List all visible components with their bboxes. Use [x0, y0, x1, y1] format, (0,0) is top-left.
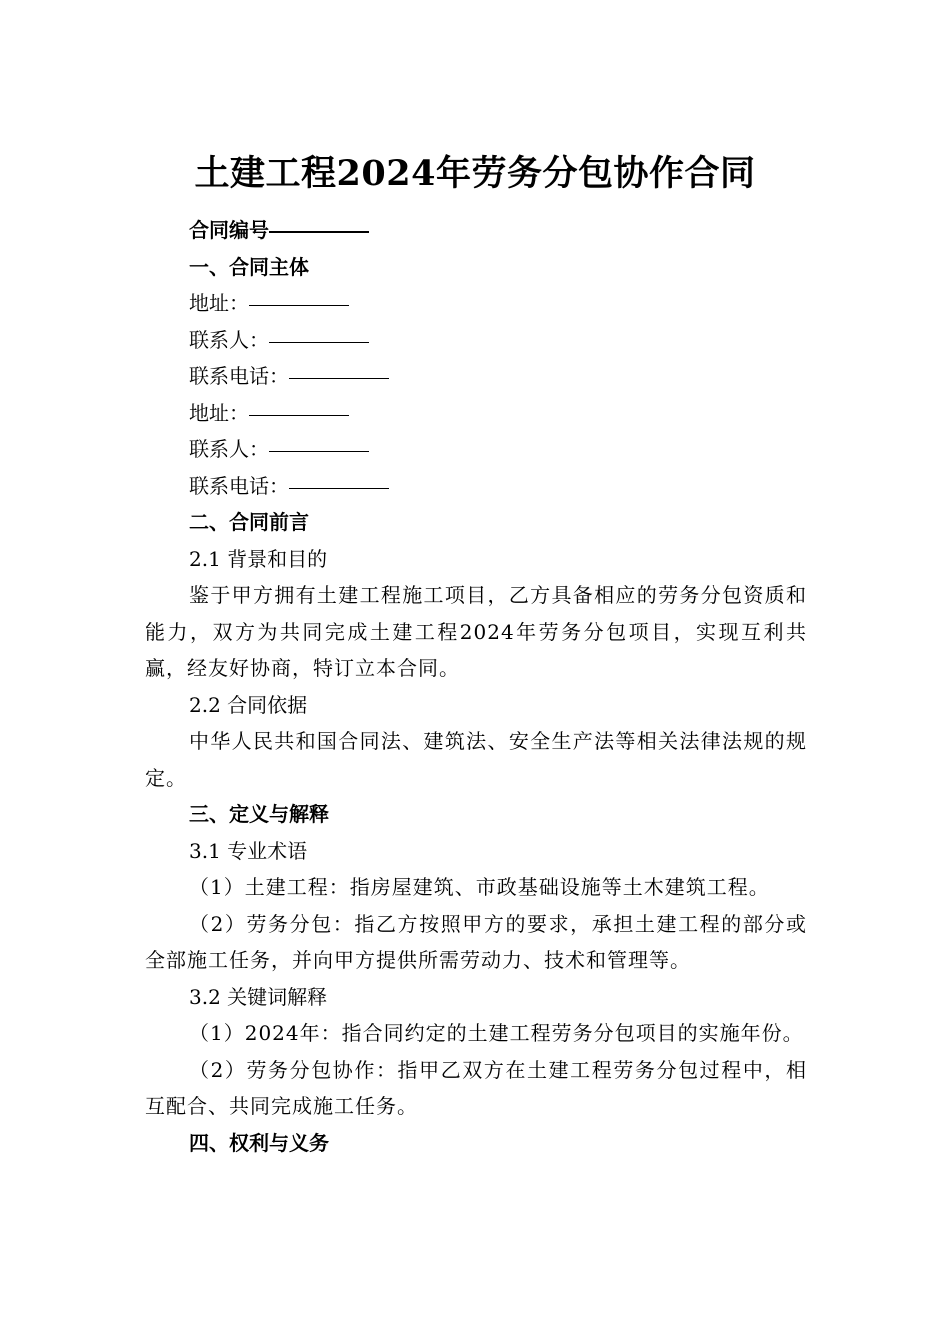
subsection-3-2-title: 3.2 关键词解释 — [189, 984, 328, 1009]
party-a-address-blank — [249, 304, 349, 306]
subsection-2-2-text: 中华人民共和国合同法、建筑法、安全生产法等相关法律法规的规定。 — [145, 729, 807, 790]
party-a-address-line — [145, 285, 807, 322]
document-title: 土建工程2024年劳务分包协作合同 — [194, 153, 756, 194]
section-heading-rights: 四、权利与义务 — [189, 1130, 329, 1155]
keyword-item-2024: （1）2024年：指合同约定的土建工程劳务分包项目的实施年份。 — [189, 1021, 804, 1045]
party-a-address-label: 地址： — [189, 291, 249, 315]
subsection-3-1-title: 3.1 专业术语 — [189, 838, 308, 863]
section-heading-parties: 一、合同主体 — [189, 254, 309, 279]
contract-number-label: 合同编号 — [189, 218, 269, 242]
contract-number-blank — [269, 230, 369, 233]
party-a-phone-blank — [289, 377, 389, 379]
document-body — [145, 212, 807, 1161]
subsection-2-2-title: 2.2 合同依据 — [189, 692, 308, 717]
section-heading-definitions: 三、定义与解释 — [189, 802, 329, 826]
party-b-contact-line — [145, 431, 807, 468]
definition-item-labor-subcontract: （2）劳务分包：指乙方按照甲方的要求，承担土建工程的部分或全部施工任务，并向甲方提供所需劳动力、技术和管理等。 — [145, 911, 807, 972]
definition-item-construction: （1）土建工程：指房屋建筑、市政基础设施等土木建筑工程。 — [189, 875, 770, 899]
subsection-2-1-text: 鉴于甲方拥有土建工程施工项目，乙方具备相应的劳务分包资质和能力，双方为共同完成土建工程2024年劳务分包项目，实现互利共赢，经友好协商，特订立本合同。 — [145, 583, 807, 680]
party-a-contact-line — [145, 322, 807, 359]
keyword-item-cooperation: （2）劳务分包协作：指甲乙双方在土建工程劳务分包过程中，相互配合、共同完成施工任务。 — [145, 1057, 807, 1118]
section-heading-preamble: 二、合同前言 — [189, 510, 309, 534]
party-b-phone-blank — [289, 487, 389, 489]
party-a-contact-blank — [269, 341, 369, 343]
party-b-address-label: 地址： — [189, 400, 249, 425]
party-b-contact-label: 联系人： — [189, 437, 269, 461]
party-a-phone-label: 联系电话： — [189, 364, 289, 388]
party-b-address-line — [145, 395, 807, 432]
subsection-2-1-title: 2.1 背景和目的 — [189, 546, 328, 571]
party-b-phone-line — [145, 468, 807, 505]
party-a-phone-line — [145, 358, 807, 395]
party-a-contact-label: 联系人： — [189, 327, 269, 352]
party-b-contact-blank — [269, 450, 369, 452]
party-b-address-blank — [249, 414, 349, 416]
contract-number-line — [145, 212, 807, 249]
party-b-phone-label: 联系电话： — [189, 473, 289, 498]
